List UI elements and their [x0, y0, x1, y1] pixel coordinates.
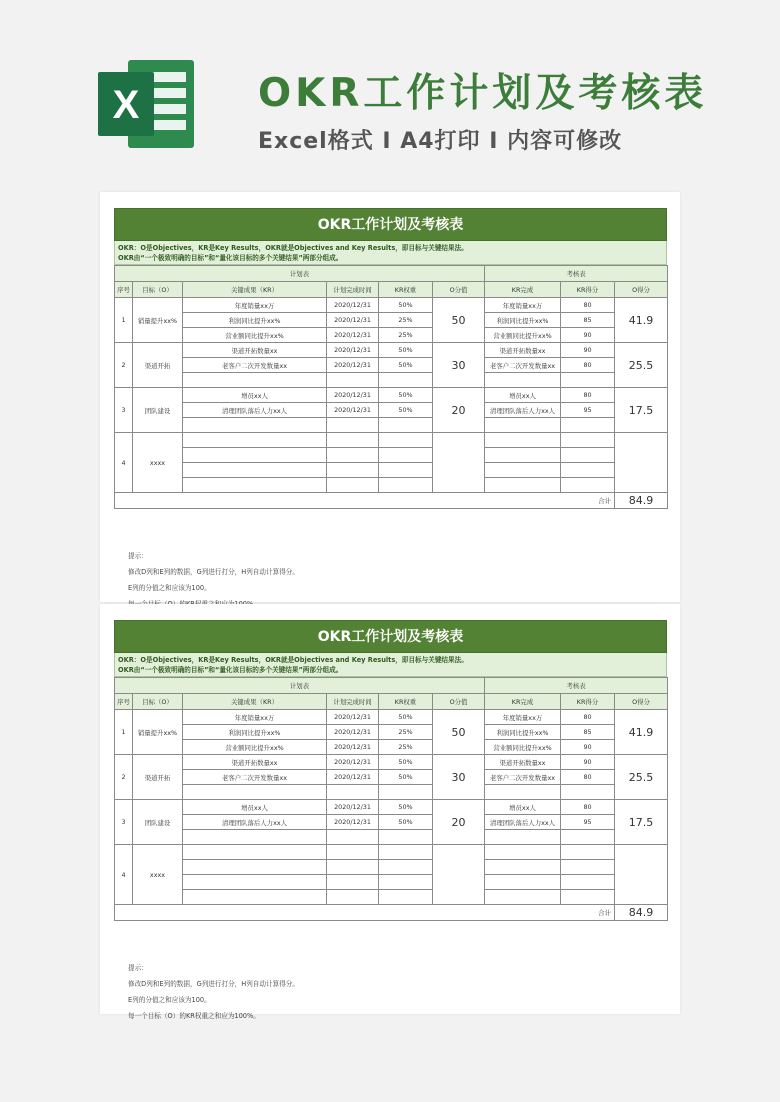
section-row [115, 678, 668, 694]
o-value-cell[interactable]: 30 [433, 755, 485, 800]
table-row [115, 725, 668, 740]
o-value-cell[interactable]: 30 [433, 343, 485, 388]
key-result-cell[interactable]: 利润同比提升xx% [183, 313, 327, 328]
o-value-cell[interactable]: 50 [433, 298, 485, 343]
row-index: 4 [115, 845, 133, 905]
kr-done-cell[interactable] [485, 860, 561, 875]
column-header: 关键成果（KR） [183, 694, 327, 710]
key-result-cell[interactable]: 利润同比提升xx% [183, 725, 327, 740]
plan-time-cell[interactable]: 2020/12/31 [327, 755, 379, 770]
key-result-cell[interactable] [183, 830, 327, 845]
column-header: 序号 [115, 694, 133, 710]
row-index: 2 [115, 343, 133, 388]
kr-score-cell[interactable] [561, 845, 615, 860]
total-value: 84.9 [615, 905, 668, 921]
okr-table [114, 208, 667, 592]
kr-weight-cell[interactable] [379, 478, 433, 493]
key-result-cell[interactable] [183, 860, 327, 875]
kr-weight-cell[interactable] [379, 418, 433, 433]
note-line: 修改D列和E列的数据，G列进行打分，H列自动计算得分。 [128, 568, 299, 576]
kr-done-cell[interactable] [485, 433, 561, 448]
table-row [115, 418, 668, 433]
intro-text [114, 653, 667, 677]
table-row [115, 830, 668, 845]
o-score-cell: 41.9 [615, 298, 668, 343]
kr-score-cell[interactable]: 90 [561, 343, 615, 358]
section-plan: 计划表 [115, 266, 485, 282]
column-header: O分值 [433, 282, 485, 298]
kr-weight-cell[interactable]: 50% [379, 710, 433, 725]
note-line: 提示： [128, 964, 148, 972]
section-review: 考核表 [485, 266, 668, 282]
table-row [115, 740, 668, 755]
key-result-cell[interactable]: 增员xx人 [183, 388, 327, 403]
kr-done-cell[interactable] [485, 875, 561, 890]
plan-time-cell[interactable]: 2020/12/31 [327, 710, 379, 725]
kr-weight-cell[interactable] [379, 890, 433, 905]
kr-score-cell[interactable] [561, 860, 615, 875]
table-row [115, 770, 668, 785]
column-header: 目标（O） [133, 282, 183, 298]
objective-cell[interactable]: 团队建设 [133, 800, 183, 845]
plan-time-cell[interactable] [327, 845, 379, 860]
plan-time-cell[interactable]: 2020/12/31 [327, 328, 379, 343]
table-banner: OKR工作计划及考核表 [114, 620, 667, 653]
key-result-cell[interactable]: 老客户二次开发数量xx [183, 770, 327, 785]
kr-score-cell[interactable]: 80 [561, 358, 615, 373]
o-value-cell[interactable] [433, 845, 485, 905]
kr-done-cell[interactable] [485, 845, 561, 860]
column-header: KR得分 [561, 694, 615, 710]
kr-weight-cell[interactable]: 25% [379, 313, 433, 328]
column-header: O得分 [615, 282, 668, 298]
key-result-cell[interactable]: 营业额同比提升xx% [183, 328, 327, 343]
kr-weight-cell[interactable] [379, 448, 433, 463]
kr-done-cell[interactable] [485, 830, 561, 845]
table-row [115, 358, 668, 373]
kr-weight-cell[interactable] [379, 860, 433, 875]
kr-weight-cell[interactable] [379, 463, 433, 478]
plan-time-cell[interactable]: 2020/12/31 [327, 800, 379, 815]
kr-weight-cell[interactable] [379, 433, 433, 448]
table-row [115, 313, 668, 328]
column-header: 计划完成时间 [327, 282, 379, 298]
table-banner: OKR工作计划及考核表 [114, 208, 667, 241]
kr-done-cell[interactable] [485, 448, 561, 463]
key-result-cell[interactable] [183, 373, 327, 388]
plan-time-cell[interactable]: 2020/12/31 [327, 313, 379, 328]
o-value-cell[interactable] [433, 433, 485, 493]
kr-weight-cell[interactable]: 25% [379, 328, 433, 343]
kr-score-cell[interactable]: 90 [561, 740, 615, 755]
intro-line-1: OKR：O是Objectives，KR是Key Results，OKR就是Objectives and Key Results，即目标与关键结果法。 [118, 244, 468, 252]
kr-done-cell[interactable] [485, 418, 561, 433]
kr-done-cell[interactable]: 增员xx人 [485, 388, 561, 403]
table-row [115, 448, 668, 463]
kr-done-cell[interactable] [485, 890, 561, 905]
kr-score-cell[interactable]: 90 [561, 328, 615, 343]
kr-score-cell[interactable] [561, 373, 615, 388]
kr-weight-cell[interactable]: 50% [379, 343, 433, 358]
key-result-cell[interactable] [183, 890, 327, 905]
key-result-cell[interactable]: 清理团队落后人力xx人 [183, 815, 327, 830]
kr-done-cell[interactable]: 利润同比提升xx% [485, 725, 561, 740]
kr-score-cell[interactable] [561, 418, 615, 433]
column-header: 关键成果（KR） [183, 282, 327, 298]
kr-done-cell[interactable]: 营业额同比提升xx% [485, 328, 561, 343]
plan-time-cell[interactable] [327, 830, 379, 845]
kr-weight-cell[interactable]: 50% [379, 800, 433, 815]
objective-cell[interactable]: 销量提升xx% [133, 710, 183, 755]
kr-done-cell[interactable]: 清理团队落后人力xx人 [485, 815, 561, 830]
row-index: 3 [115, 388, 133, 433]
o-score-cell: 17.5 [615, 800, 668, 845]
plan-time-cell[interactable]: 2020/12/31 [327, 388, 379, 403]
note-line: 修改D列和E列的数据，G列进行打分，H列自动计算得分。 [128, 980, 299, 988]
total-row [115, 493, 668, 509]
kr-weight-cell[interactable] [379, 830, 433, 845]
table-row [115, 478, 668, 493]
kr-weight-cell[interactable]: 50% [379, 358, 433, 373]
o-value-cell[interactable]: 20 [433, 388, 485, 433]
plan-time-cell[interactable] [327, 418, 379, 433]
objective-cell[interactable]: 渠道开拓 [133, 343, 183, 388]
kr-score-cell[interactable] [561, 433, 615, 448]
section-row [115, 266, 668, 282]
key-result-cell[interactable] [183, 418, 327, 433]
kr-done-cell[interactable]: 清理团队落后人力xx人 [485, 403, 561, 418]
plan-time-cell[interactable]: 2020/12/31 [327, 815, 379, 830]
table-row [115, 755, 668, 770]
kr-score-cell[interactable]: 85 [561, 313, 615, 328]
okr-grid [114, 677, 668, 921]
kr-score-cell[interactable]: 80 [561, 388, 615, 403]
key-result-cell[interactable] [183, 845, 327, 860]
key-result-cell[interactable]: 渠道开拓数量xx [183, 343, 327, 358]
table-row [115, 373, 668, 388]
section-plan: 计划表 [115, 678, 485, 694]
key-result-cell[interactable]: 清理团队落后人力xx人 [183, 403, 327, 418]
kr-weight-cell[interactable]: 50% [379, 815, 433, 830]
notes [128, 960, 299, 1024]
column-header: 序号 [115, 282, 133, 298]
key-result-cell[interactable] [183, 433, 327, 448]
kr-score-cell[interactable] [561, 448, 615, 463]
o-score-cell [615, 845, 668, 905]
kr-score-cell[interactable]: 80 [561, 800, 615, 815]
table-row [115, 433, 668, 448]
kr-score-cell[interactable] [561, 890, 615, 905]
intro-line-2: OKR由“一个极致明确的目标”和“量化该目标的多个关键结果”两部分组成。 [118, 254, 343, 262]
table-row [115, 785, 668, 800]
kr-score-cell[interactable] [561, 463, 615, 478]
row-index: 4 [115, 433, 133, 493]
page-subtitle: Excel格式 I A4打印 I 内容可修改 [258, 129, 623, 154]
plan-time-cell[interactable] [327, 448, 379, 463]
plan-time-cell[interactable]: 2020/12/31 [327, 725, 379, 740]
column-header: 计划完成时间 [327, 694, 379, 710]
kr-score-cell[interactable] [561, 830, 615, 845]
objective-cell[interactable]: 团队建设 [133, 388, 183, 433]
key-result-cell[interactable]: 年度销量xx万 [183, 298, 327, 313]
total-value: 84.9 [615, 493, 668, 509]
kr-weight-cell[interactable]: 25% [379, 725, 433, 740]
kr-weight-cell[interactable]: 25% [379, 740, 433, 755]
kr-weight-cell[interactable] [379, 845, 433, 860]
page-title: OKR工作计划及考核表 [258, 71, 708, 116]
table-row [115, 890, 668, 905]
okr-grid [114, 265, 668, 509]
key-result-cell[interactable] [183, 448, 327, 463]
plan-time-cell[interactable] [327, 373, 379, 388]
notes [128, 548, 299, 612]
kr-done-cell[interactable] [485, 463, 561, 478]
total-row [115, 905, 668, 921]
kr-weight-cell[interactable]: 50% [379, 755, 433, 770]
row-index: 1 [115, 710, 133, 755]
excel-icon [98, 58, 196, 150]
column-header: O得分 [615, 694, 668, 710]
plan-time-cell[interactable]: 2020/12/31 [327, 403, 379, 418]
o-score-cell: 41.9 [615, 710, 668, 755]
key-result-cell[interactable] [183, 875, 327, 890]
table-row [115, 815, 668, 830]
column-header-row [115, 694, 668, 710]
kr-done-cell[interactable]: 年度销量xx万 [485, 298, 561, 313]
excel-icon-letter: X [112, 83, 140, 127]
sheet-preview-2 [100, 604, 680, 1020]
key-result-cell[interactable] [183, 785, 327, 800]
plan-time-cell[interactable]: 2020/12/31 [327, 298, 379, 313]
table-row [115, 463, 668, 478]
plan-time-cell[interactable] [327, 860, 379, 875]
kr-done-cell[interactable] [485, 478, 561, 493]
section-review: 考核表 [485, 678, 668, 694]
table-row [115, 860, 668, 875]
page-header [0, 0, 780, 200]
kr-weight-cell[interactable] [379, 875, 433, 890]
plan-time-cell[interactable] [327, 433, 379, 448]
plan-time-cell[interactable] [327, 875, 379, 890]
kr-weight-cell[interactable]: 50% [379, 770, 433, 785]
kr-weight-cell[interactable]: 50% [379, 298, 433, 313]
table-row [115, 328, 668, 343]
note-line: 每一个目标（O）的KR权重之和应为100%。 [128, 1012, 260, 1020]
kr-done-cell[interactable]: 老客户二次开发数量xx [485, 770, 561, 785]
o-score-cell: 25.5 [615, 755, 668, 800]
column-header: KR权重 [379, 694, 433, 710]
plan-time-cell[interactable] [327, 785, 379, 800]
kr-score-cell[interactable] [561, 478, 615, 493]
key-result-cell[interactable]: 年度销量xx万 [183, 710, 327, 725]
kr-done-cell[interactable]: 利润同比提升xx% [485, 313, 561, 328]
o-value-cell[interactable]: 20 [433, 800, 485, 845]
column-header: KR完成 [485, 282, 561, 298]
kr-score-cell[interactable]: 90 [561, 755, 615, 770]
kr-score-cell[interactable] [561, 785, 615, 800]
plan-time-cell[interactable]: 2020/12/31 [327, 770, 379, 785]
objective-cell[interactable]: xxxx [133, 433, 183, 493]
okr-table [114, 620, 667, 1020]
objective-cell[interactable]: 销量提升xx% [133, 298, 183, 343]
intro-line-1: OKR：O是Objectives，KR是Key Results，OKR就是Objectives and Key Results，即目标与关键结果法。 [118, 656, 468, 664]
kr-done-cell[interactable]: 渠道开拓数量xx [485, 343, 561, 358]
kr-score-cell[interactable]: 95 [561, 815, 615, 830]
kr-done-cell[interactable] [485, 373, 561, 388]
o-value-cell[interactable]: 50 [433, 710, 485, 755]
kr-weight-cell[interactable]: 50% [379, 388, 433, 403]
table-row [115, 298, 668, 313]
plan-time-cell[interactable]: 2020/12/31 [327, 358, 379, 373]
objective-cell[interactable]: xxxx [133, 845, 183, 905]
plan-time-cell[interactable]: 2020/12/31 [327, 740, 379, 755]
key-result-cell[interactable] [183, 478, 327, 493]
column-header: KR完成 [485, 694, 561, 710]
note-line: 提示： [128, 552, 148, 560]
key-result-cell[interactable]: 营业额同比提升xx% [183, 740, 327, 755]
objective-cell[interactable]: 渠道开拓 [133, 755, 183, 800]
kr-weight-cell[interactable]: 50% [379, 403, 433, 418]
kr-done-cell[interactable]: 营业额同比提升xx% [485, 740, 561, 755]
kr-done-cell[interactable]: 老客户二次开发数量xx [485, 358, 561, 373]
note-line: E列的分值之和应该为100。 [128, 996, 211, 1004]
kr-weight-cell[interactable] [379, 785, 433, 800]
key-result-cell[interactable]: 老客户二次开发数量xx [183, 358, 327, 373]
kr-done-cell[interactable]: 渠道开拓数量xx [485, 755, 561, 770]
column-header: O分值 [433, 694, 485, 710]
kr-score-cell[interactable] [561, 875, 615, 890]
o-score-cell: 25.5 [615, 343, 668, 388]
column-header: 目标（O） [133, 694, 183, 710]
note-line: E列的分值之和应该为100。 [128, 584, 211, 592]
sheet-preview-1 [100, 192, 680, 602]
table-row [115, 875, 668, 890]
table-row [115, 845, 668, 860]
kr-done-cell[interactable]: 年度销量xx万 [485, 710, 561, 725]
o-score-cell [615, 433, 668, 493]
table-row [115, 403, 668, 418]
plan-time-cell[interactable] [327, 463, 379, 478]
kr-score-cell[interactable]: 95 [561, 403, 615, 418]
column-header: KR权重 [379, 282, 433, 298]
plan-time-cell[interactable] [327, 478, 379, 493]
table-row [115, 343, 668, 358]
row-index: 1 [115, 298, 133, 343]
o-score-cell: 17.5 [615, 388, 668, 433]
table-row [115, 710, 668, 725]
key-result-cell[interactable]: 渠道开拓数量xx [183, 755, 327, 770]
kr-done-cell[interactable]: 增员xx人 [485, 800, 561, 815]
key-result-cell[interactable] [183, 463, 327, 478]
kr-score-cell[interactable]: 85 [561, 725, 615, 740]
column-header: KR得分 [561, 282, 615, 298]
intro-text [114, 241, 667, 265]
column-header-row [115, 282, 668, 298]
table-row [115, 388, 668, 403]
row-index: 3 [115, 800, 133, 845]
kr-score-cell[interactable]: 80 [561, 298, 615, 313]
intro-line-2: OKR由“一个极致明确的目标”和“量化该目标的多个关键结果”两部分组成。 [118, 666, 343, 674]
kr-weight-cell[interactable] [379, 373, 433, 388]
total-label: 合计 [115, 493, 615, 509]
plan-time-cell[interactable] [327, 890, 379, 905]
kr-done-cell[interactable] [485, 785, 561, 800]
table-row [115, 800, 668, 815]
kr-score-cell[interactable]: 80 [561, 710, 615, 725]
kr-score-cell[interactable]: 80 [561, 770, 615, 785]
total-label: 合计 [115, 905, 615, 921]
key-result-cell[interactable]: 增员xx人 [183, 800, 327, 815]
row-index: 2 [115, 755, 133, 800]
plan-time-cell[interactable]: 2020/12/31 [327, 343, 379, 358]
